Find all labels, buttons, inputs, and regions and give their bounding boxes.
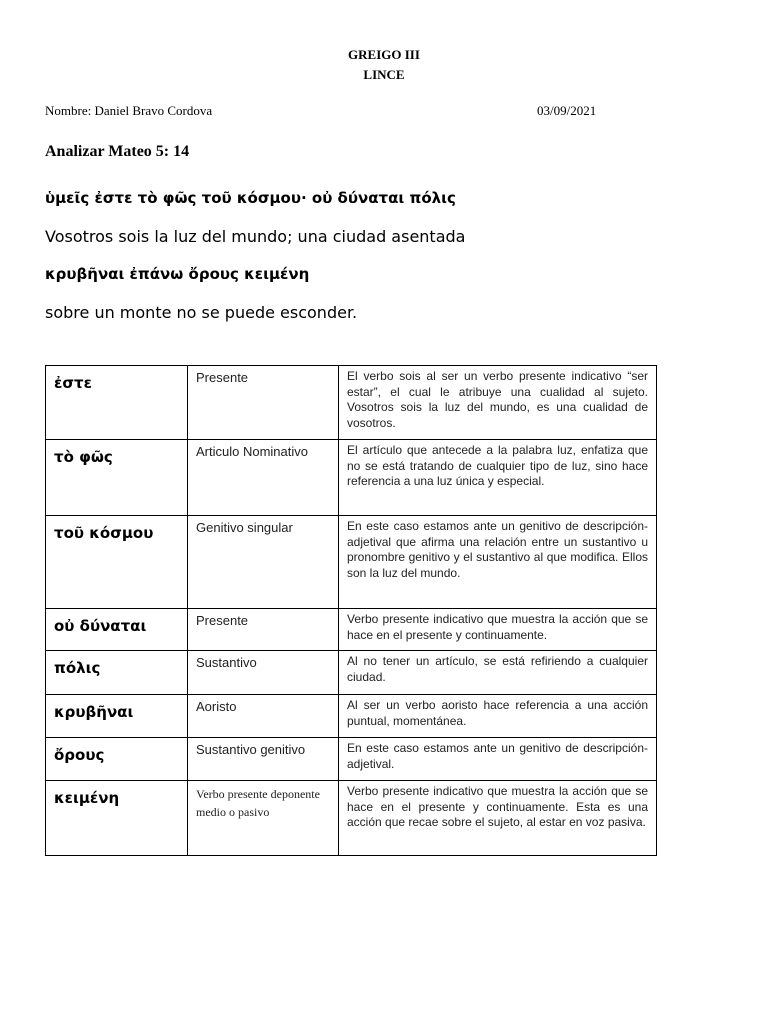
table-row [46,738,657,781]
table-row [46,609,657,651]
explanation: El verbo sois al ser un verbo presente indicativo “ser estar”, el cual le atribuye una cualidad al sujeto. Vosotros sois la luz del mundo, es una cualidad de vosotros. [339,366,657,440]
grammar-type: Articulo Nominativo [188,440,339,516]
grammar-type: Sustantivo genitivo [188,738,339,781]
table-row [46,781,657,856]
greek-passage-line-2: κρυβῆναι ἐπάνω ὄρους κειμένη [45,265,310,283]
explanation: En este caso estamos ante un genitivo de descripción-adjetival que afirma una relación entre un sustantivo u pronombre genitivo y el sustantivo al que modifica. Ellos son la luz del mundo. [339,516,657,609]
spanish-translation-line-1: Vosotros sois la luz del mundo; una ciudad asentada [45,227,466,246]
greek-word: ὄρους [46,738,188,781]
spanish-translation-line-2: sobre un monte no se puede esconder. [45,303,358,322]
table-row [46,366,657,440]
course-location: LINCE [363,67,405,82]
explanation: Al no tener un artículo, se está refiriendo a cualquier ciudad. [339,651,657,695]
explanation: Al ser un verbo aoristo hace referencia a una acción puntual, momentánea. [339,695,657,738]
greek-word: κειμένη [46,781,188,856]
greek-passage-line-1: ὑμεῖς ἐστε τὸ φῶς τοῦ κόσμου· οὐ δύναται πόλις [45,189,456,207]
greek-word: κρυβῆναι [46,695,188,738]
assignment-title: Analizar Mateo 5: 14 [45,143,190,160]
greek-word: τὸ φῶς [46,440,188,516]
grammar-type: Sustantivo [188,651,339,695]
explanation: Verbo presente indicativo que muestra la acción que se hace en el presente y continuamente. Esta es una acción que recae sobre el sujeto, al estar en voz pasiva. [339,781,657,856]
document-date: 03/09/2021 [537,103,597,118]
grammar-type: Presente [188,366,339,440]
greek-word: οὐ δύναται [46,609,188,651]
grammar-type: Genitivo singular [188,516,339,609]
student-name: Nombre: Daniel Bravo Cordova [45,103,213,118]
table-row [46,651,657,695]
explanation: Verbo presente indicativo que muestra la acción que se hace en el presente y continuamente. [339,609,657,651]
course-title: GREIGO III [348,47,420,62]
grammar-type: Verbo presente deponente medio o pasivo [188,781,339,856]
greek-word: πόλις [46,651,188,695]
greek-word: τοῦ κόσμου [46,516,188,609]
explanation: En este caso estamos ante un genitivo de descripción-adjetival. [339,738,657,781]
table-row [46,695,657,738]
grammar-type: Presente [188,609,339,651]
explanation: El artículo que antecede a la palabra luz, enfatiza que no se está tratando de cualquier tipo de luz, sino hace referencia a una luz única y especial. [339,440,657,516]
greek-word: ἐστε [46,366,188,440]
table-row [46,516,657,609]
grammar-type: Aoristo [188,695,339,738]
table-row [46,440,657,516]
analysis-table [45,365,657,856]
